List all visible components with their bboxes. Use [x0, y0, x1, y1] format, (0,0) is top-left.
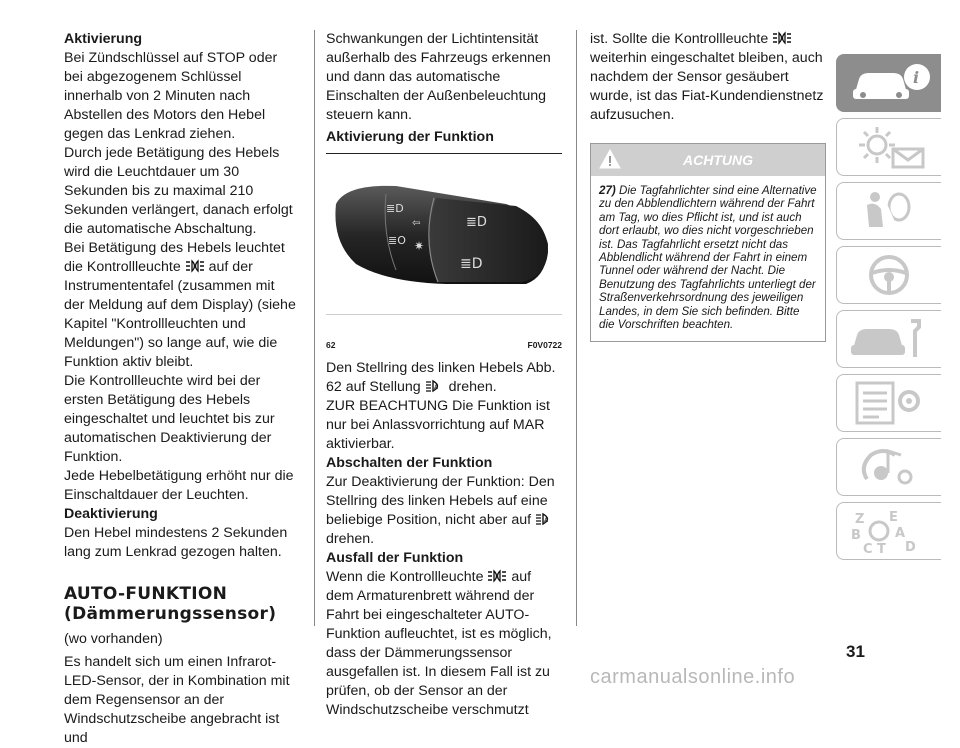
paragraph: Den Hebel mindestens 2 Sekunden lang zum Lenkrad gezogen halten.	[64, 525, 288, 560]
paragraph: (wo vorhanden)	[64, 631, 163, 647]
svg-text:B: B	[851, 528, 861, 543]
svg-text:≣D: ≣D	[466, 215, 487, 230]
text: Bei Betätigung des Hebels leuchtet die Kontrollleuchte	[64, 240, 285, 275]
paragraph: Durch jede Betätigung des Hebels wird die Leuchtdauer um 30 Sekunden bis zu maximal 210 Sekunden verlängert, danach erfolgt die automatische Abschaltung.	[64, 145, 293, 237]
auto-light-icon	[535, 512, 555, 526]
section-title	[64, 584, 296, 624]
tab-lights-messages[interactable]	[836, 118, 941, 176]
section-title-line2: (Dämmerungssensor)	[64, 604, 277, 624]
svg-text:E: E	[889, 510, 898, 525]
svg-text:C: C	[863, 542, 873, 555]
paragraph: Schwankungen der Lichtintensität außerhalb des Fahrzeugs erkennen und dann das automatische Einschalten der Außenbeleuchtung steuern kann.	[326, 31, 551, 123]
paragraph: Es handelt sich um einen Infrarot-LED-Sensor, der in Kombination mit dem Regensensor an der Windschutzscheibe angebracht ist und	[64, 654, 290, 746]
tab-safety[interactable]	[836, 182, 941, 240]
text: Wenn die Kontrollleuchte	[326, 569, 484, 585]
column-divider	[314, 30, 315, 626]
chapter-tabs	[836, 54, 940, 566]
parking-light-icon	[772, 31, 792, 45]
text: auf der Instrumententafel (zusammen mit der Meldung auf dem Display) (siehe Kapitel "Kontrollleuchten und Meldungen") so lange auf, wie die Funktion aktiv bleibt.	[64, 259, 296, 370]
svg-text:T: T	[877, 542, 886, 555]
tab-multimedia[interactable]	[836, 438, 941, 496]
paragraph: Die Kontrollleuchte wird bei der ersten Betätigung des Hebels eingeschaltet und leuchtet bis zur automatischen Deaktivierung der Funktion.	[64, 373, 275, 465]
section-title-line1: AUTO-FUNKTION	[64, 584, 228, 604]
svg-text:A: A	[895, 526, 906, 541]
heading-ausfall: Ausfall der Funktion	[326, 550, 464, 566]
svg-text:⇦: ⇦	[412, 218, 421, 229]
light-lever-illustration	[326, 164, 562, 334]
tab-technical-data[interactable]	[836, 374, 941, 432]
svg-text:Z: Z	[855, 512, 865, 527]
warning-text: Die Tagfahrlichter sind eine Alternative zu den Abblendlichtern während der Fahrt am Tag, wo dies Pflicht ist, und ist auch dort erlaubt, wo dies nicht vorgeschrieben ist. Das Tagfahrlicht ersetzt nicht das Abblendlicht während der Fahrt in einem Tunnel oder während der Nacht. Die Benutzung des Tagfahrlichts unterliegt der Straßenverkehrsordnung des jeweiligen Landes, in dem Sie sich befinden. Bitte die Vorschriften beachten.	[599, 184, 817, 332]
figure-number: 62	[326, 340, 336, 350]
column-left	[64, 30, 296, 748]
text: Zur Deaktivierung der Funktion: Den Stellring des linken Hebels auf eine beliebige Position, nicht aber auf	[326, 474, 555, 528]
tab-maintenance[interactable]	[836, 310, 941, 368]
paragraph: ZUR BEACHTUNG Die Funktion ist nur bei Anlassvorrichtung auf MAR aktivierbar.	[326, 398, 550, 452]
warning-box	[590, 143, 826, 342]
auto-light-icon	[425, 379, 445, 393]
text: ist. Sollte die Kontrollleuchte	[590, 31, 769, 47]
svg-text:A: A	[433, 384, 438, 391]
paragraph: Jede Hebelbetätigung erhöht nur die Einschaltdauer der Leuchten.	[64, 468, 294, 503]
svg-text:D: D	[905, 540, 916, 555]
text: drehen.	[326, 531, 375, 547]
text: drehen.	[448, 379, 497, 395]
text: Den Stellring des linken Hebels Abb. 62 auf Stellung	[326, 360, 556, 395]
specs-gear-icon	[849, 379, 933, 427]
figure-light-lever	[326, 164, 562, 334]
paragraph: Bei Zündschlüssel auf STOP oder bei abgezogenem Schlüssel innerhalb von 2 Minuten nach Abstellen des Motors den Hebel gegen das Lenkrad ziehen.	[64, 50, 278, 142]
svg-text:≣D: ≣D	[460, 256, 483, 272]
page-number: 31	[846, 642, 865, 661]
text: weiterhin eingeschaltet bleiben, auch nachdem der Sensor gesäubert wurde, ist das Fiat-Kundendienstnetz aufzusuchen.	[590, 50, 824, 123]
text: auf dem Armaturenbrett während der Fahrt bei eingeschalteter AUTO-Funktion aufleuchtet, ist es möglich, dass der Dämmerungssensor ausgefallen ist. In diesem Fall ist zu prüfen, ob der Sensor an der Windschutzscheibe verschmutzt	[326, 569, 552, 718]
paragraph	[326, 359, 562, 397]
tab-starting-driving[interactable]	[836, 246, 941, 304]
multimedia-icon	[849, 443, 933, 491]
alphabetic-index-icon	[849, 507, 933, 555]
heading-abschalten: Abschalten der Funktion	[326, 455, 493, 471]
svg-text:✷: ✷	[414, 239, 425, 253]
paragraph	[326, 568, 562, 720]
svg-text:≣O: ≣O	[388, 234, 406, 247]
car-maintenance-icon	[849, 315, 933, 363]
car-info-icon	[849, 59, 933, 107]
warning-triangle-icon	[599, 149, 621, 169]
safety-airbag-icon	[849, 187, 933, 235]
warning-title: ACHTUNG	[683, 152, 753, 168]
parking-light-icon	[487, 569, 507, 583]
warning-number: 27)	[599, 184, 616, 197]
paragraph	[326, 473, 562, 549]
heading-deaktivierung: Deaktivierung	[64, 506, 158, 522]
heading-rule	[326, 153, 562, 154]
svg-text:A: A	[544, 517, 549, 524]
paragraph	[590, 30, 826, 125]
parking-light-icon	[185, 259, 205, 273]
paragraph	[64, 239, 296, 372]
figure-code: F0V0722	[527, 340, 562, 350]
figure-caption	[326, 336, 562, 355]
lights-messages-icon	[849, 123, 933, 171]
warning-body	[591, 176, 825, 341]
steering-wheel-icon	[849, 251, 933, 299]
heading-aktivierung-funktion: Aktivierung der Funktion	[326, 129, 494, 145]
warning-header	[591, 144, 825, 176]
watermark: carmanualsonline.info	[590, 666, 796, 688]
column-middle	[326, 30, 562, 720]
column-divider	[576, 30, 577, 626]
tab-index[interactable]	[836, 502, 941, 560]
heading-aktivierung: Aktivierung	[64, 31, 143, 47]
column-right	[590, 30, 826, 342]
svg-text:≣D: ≣D	[386, 202, 404, 215]
svg-text:i: i	[913, 68, 920, 87]
tab-car-info[interactable]	[836, 54, 941, 112]
